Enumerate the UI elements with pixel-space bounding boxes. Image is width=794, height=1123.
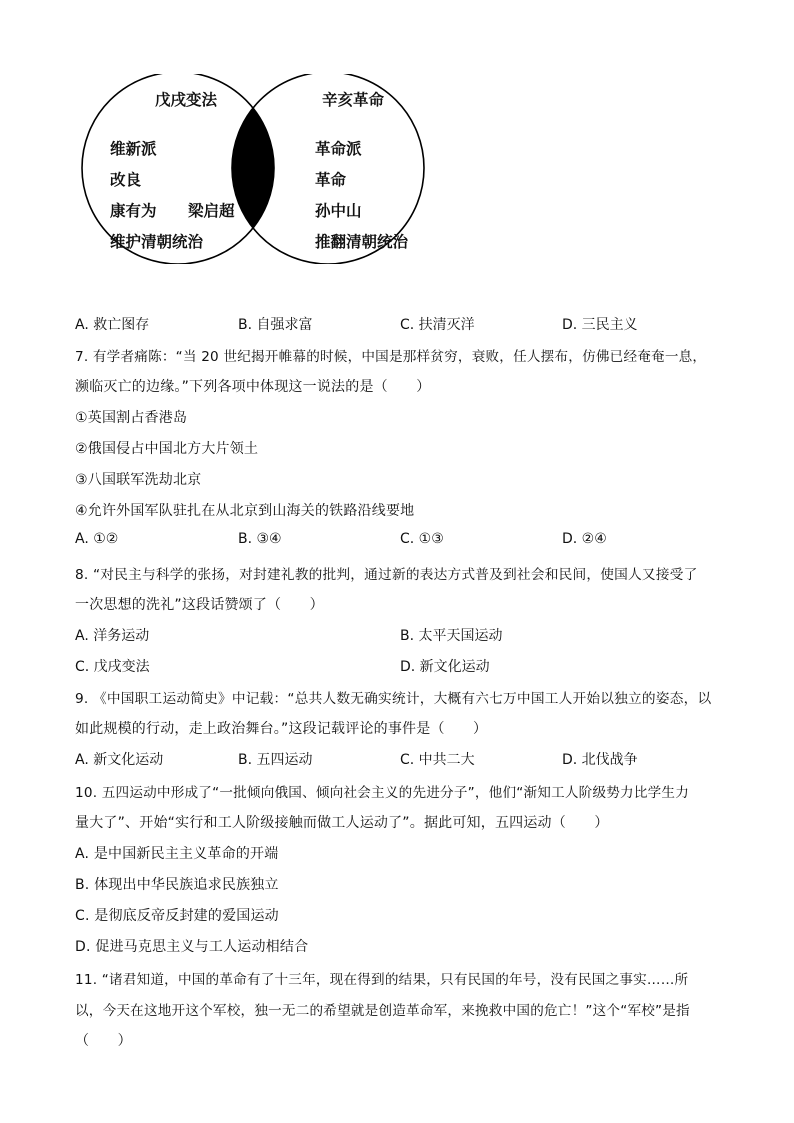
q7-stem: 濒临灭亡的边缘。”下列各项中体现这一说法的是（ ） (75, 379, 431, 395)
q8-stem: 一次思想的洗礼”这段话赞颂了（ ） (75, 597, 324, 613)
q10-stem: 量大了”、开始“实行和工人阶级接触而做工人运动了”。据此可知，五四运动（ ） (75, 815, 609, 831)
venn-right-title: 辛亥革命 (322, 91, 385, 109)
q10-option-b: B. 体现出中华民族追求民族独立 (75, 877, 279, 893)
q8-option-a: A. 洋务运动 (75, 628, 150, 644)
q9-stem: 如此规模的行动，走上政治舞台。”这段记载评论的事件是（ ） (75, 721, 488, 737)
q11-stem: 11. “诸君知道，中国的革命有了十三年，现在得到的结果，只有民国的年号，没有民国之事实……所 (75, 972, 689, 988)
venn-right-item: 革命派 (315, 140, 362, 158)
q8-stem: 8. “对民主与科学的张扬，对封建礼教的批判，通过新的表达方式普及到社会和民间，使国人又接受了 (75, 567, 698, 583)
q9-stem: 9. 《中国职工运动简史》中记载：“总共人数无确实统计，大概有六七万中国工人开始以独立的姿态，以 (75, 691, 712, 707)
q7-item: ②俄国侵占中国北方大片领土 (75, 441, 259, 457)
q10-option-a: A. 是中国新民主主义革命的开端 (75, 846, 279, 862)
venn-right-item: 孙中山 (315, 202, 362, 220)
q10-option-d: D. 促进马克思主义与工人运动相结合 (75, 939, 309, 955)
venn-left-item: 维新派 (110, 140, 157, 158)
q11-stem: （ ） (75, 1033, 132, 1049)
q11-stem: 以，今天在这地开这个军校，独一无二的希望就是创造革命军，来挽救中国的危亡！”这个“军校”是指 (75, 1003, 690, 1019)
q6-option-b: B. 自强求富 (238, 317, 313, 333)
q6-option-c: C. 扶清灭洋 (400, 317, 475, 333)
venn-left-item: 康有为 (110, 202, 157, 220)
q7-item: ③八国联军洗劫北京 (75, 472, 202, 488)
venn-right-item: 推翻清朝统治 (315, 233, 409, 251)
q7-stem: 7. 有学者痛陈：“当 20 世纪揭开帷幕的时候，中国是那样贫穷，衰败，任人摆布，仿佛已经奄奄一息， (75, 349, 707, 365)
q9-option-b: B. 五四运动 (238, 752, 313, 768)
venn-left-item: 改良 (110, 171, 142, 189)
venn-left-item: 维护清朝统治 (110, 233, 204, 251)
q9-option-a: A. 新文化运动 (75, 752, 164, 768)
q10-stem: 10. 五四运动中形成了“一批倾向俄国、倾向社会主义的先进分子”，他们“渐知工人阶级势力比学生力 (75, 785, 690, 801)
q8-option-c: C. 戊戌变法 (75, 659, 150, 675)
q7-option-a: A. ①② (75, 531, 119, 547)
q8-option-d: D. 新文化运动 (400, 659, 490, 675)
q6-option-d: D. 三民主义 (562, 317, 638, 333)
q10-option-c: C. 是彻底反帝反封建的爱国运动 (75, 908, 279, 924)
venn-left-title: 戊戌变法 (155, 91, 218, 109)
q7-item: ①英国割占香港岛 (75, 410, 188, 426)
venn-left-item: 梁启超 (188, 202, 235, 220)
q9-option-c: C. 中共二大 (400, 752, 475, 768)
q7-option-d: D. ②④ (562, 531, 607, 547)
q8-option-b: B. 太平天国运动 (400, 628, 503, 644)
q9-option-d: D. 北伐战争 (562, 752, 638, 768)
q7-option-b: B. ③④ (238, 531, 282, 547)
q6-option-a: A. 救亡图存 (75, 317, 150, 333)
venn-right-item: 革命 (315, 171, 347, 189)
q7-option-c: C. ①③ (400, 531, 444, 547)
q7-item: ④允许外国军队驻扎在从北京到山海关的铁路沿线要地 (75, 503, 415, 519)
